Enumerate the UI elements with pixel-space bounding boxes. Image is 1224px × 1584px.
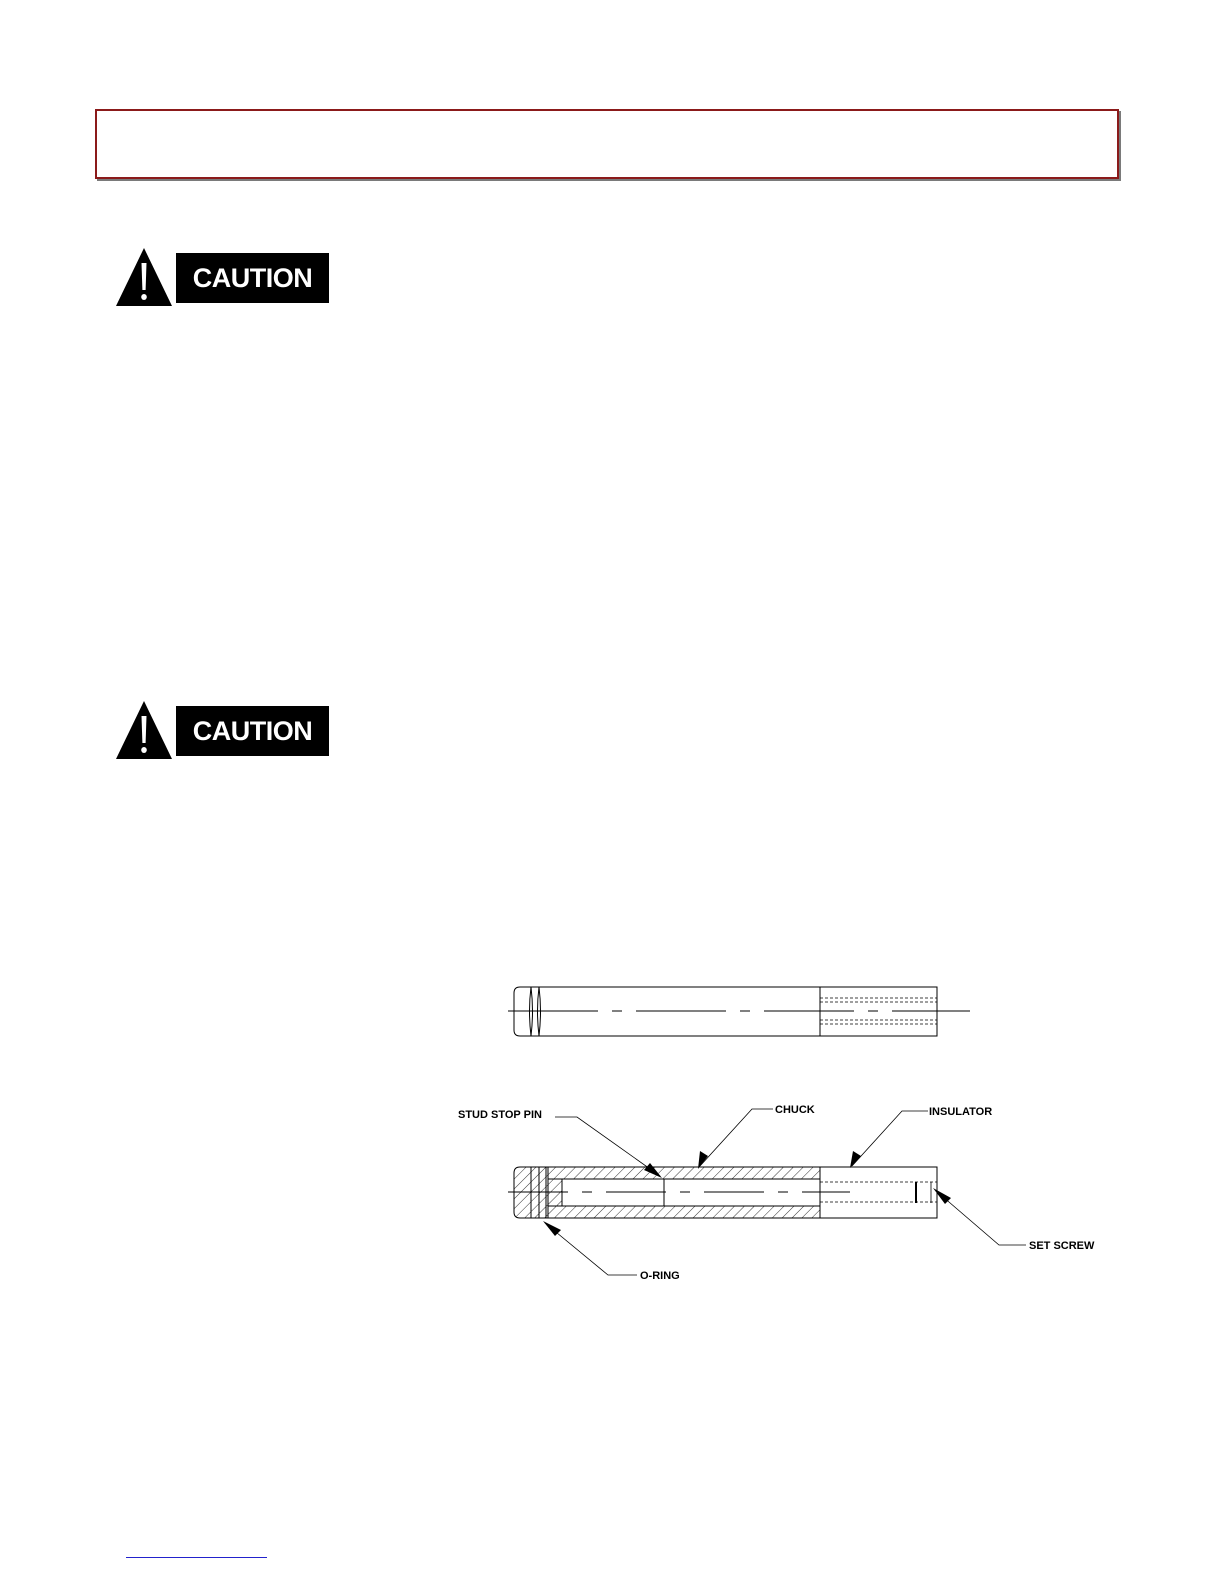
header-box [95,109,1119,179]
footer-link-underline[interactable] [126,1557,267,1558]
warning-triangle-icon [115,700,173,760]
caution-notice-1 [115,247,330,307]
chuck-assembly-drawing [440,975,1120,1295]
set-screw-label: SET SCREW [1029,1240,1095,1252]
chuck-section-view [508,1167,937,1218]
caution-label: CAUTION [176,253,329,303]
stud-stop-pin-label: STUD STOP PIN [458,1109,542,1121]
warning-triangle-icon [115,247,173,307]
chuck-label: CHUCK [775,1104,815,1116]
caution-label: CAUTION [176,706,329,756]
leader-arrows [543,1151,951,1236]
chuck-exterior-view [508,987,970,1036]
o-ring-label: O-RING [640,1270,680,1282]
insulator-label: INSULATOR [929,1106,993,1118]
caution-notice-2 [115,700,330,760]
